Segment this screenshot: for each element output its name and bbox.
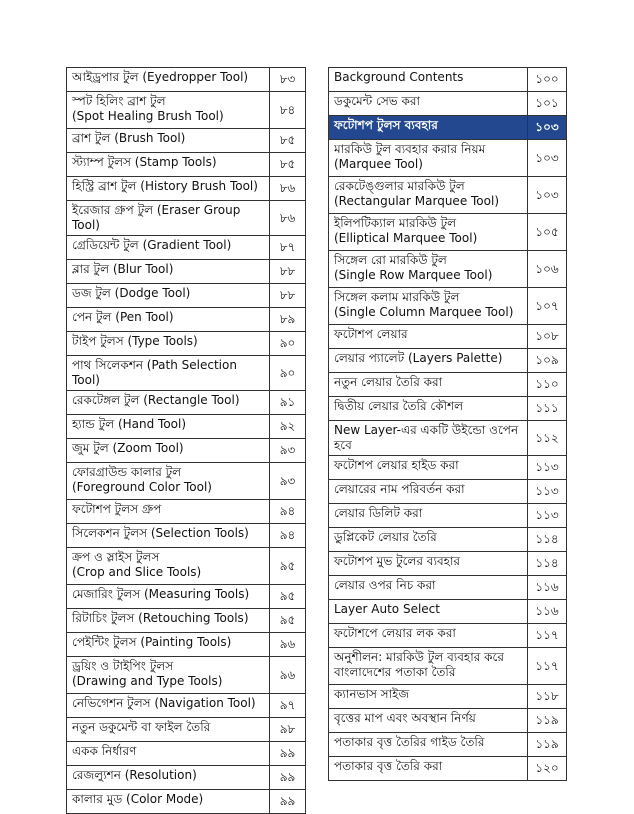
toc-entry-page-number: ৯৯: [270, 766, 306, 790]
toc-entry-page-number: ৯৪: [270, 500, 306, 524]
toc-entry-page-number: ১১৭: [528, 624, 567, 648]
toc-entry-title: জুম টুল (Zoom Tool): [67, 439, 270, 463]
toc-entry-title: রিটাচিং টুলস (Retouching Tools): [67, 609, 270, 633]
toc-entry: [329, 140, 567, 177]
toc-entry-page-number: ৯৮: [270, 718, 306, 742]
toc-entry: [67, 391, 306, 415]
toc-entry: [67, 236, 306, 260]
toc-entry-title: গ্রেডিয়েন্ট টুল (Gradient Tool): [67, 236, 270, 260]
toc-entry-title: ফটোশপ লেয়ার: [329, 325, 528, 349]
toc-entry: [329, 648, 567, 685]
toc-entry: [67, 201, 306, 236]
toc-entry-page-number: ১১৯: [528, 733, 567, 757]
toc-entry: [67, 766, 306, 790]
toc-entry: [67, 524, 306, 548]
toc-entry: [67, 356, 306, 391]
toc-table-right: [328, 67, 567, 781]
toc-entry-page-number: ১০০: [528, 68, 567, 92]
toc-entry: [329, 733, 567, 757]
toc-entry: [329, 177, 567, 214]
toc-entry-page-number: ৮৫: [270, 153, 306, 177]
toc-entry: [67, 129, 306, 153]
toc-entry-title: ইরেজার গ্রুপ টুল (Eraser Group Tool): [67, 201, 270, 236]
toc-entry-title: আইড্রপার টুল (Eyedropper Tool): [67, 68, 270, 92]
toc-entry-title: রেজল্যুশন (Resolution): [67, 766, 270, 790]
toc-entry-title: পতাকার বৃত্ত তৈরি করা: [329, 757, 528, 781]
toc-entry-title: মারকিউ টুল ব্যবহার করার নিয়ম (Marquee Tool): [329, 140, 528, 177]
toc-entry: [67, 742, 306, 766]
toc-entry-title: ফটোশপ মুভ টুলের ব্যবহার: [329, 552, 528, 576]
toc-entry-page-number: ১০৮: [528, 325, 567, 349]
toc-entry-page-number: ৮৩: [270, 68, 306, 92]
toc-entry-page-number: ১০৩: [528, 140, 567, 177]
toc-entry-title: ক্যানভাস সাইজ: [329, 685, 528, 709]
toc-entry-title: ফটোশপ টুলস ব্যবহার: [329, 116, 528, 140]
toc-entry: [67, 609, 306, 633]
toc-entry-highlighted: [329, 116, 567, 140]
toc-entry: [67, 68, 306, 92]
toc-entry-page-number: ৯৯: [270, 790, 306, 814]
toc-entry-page-number: ৯৬: [270, 657, 306, 694]
toc-entry-page-number: ৯৫: [270, 585, 306, 609]
toc-entry-title: ফটোশপে লেয়ার লক করা: [329, 624, 528, 648]
toc-entry: [329, 528, 567, 552]
toc-entry: [329, 288, 567, 325]
toc-entry-title: অনুশীলন: মারকিউ টুল ব্যবহার করে বাংলাদেশের পতাকা তৈরি: [329, 648, 528, 685]
toc-entry-title: ডুপ্লিকেট লেয়ার তৈরি: [329, 528, 528, 552]
toc-entry: [67, 332, 306, 356]
toc-entry: [329, 552, 567, 576]
toc-entry-page-number: ৮৫: [270, 129, 306, 153]
toc-entry-title: নেভিগেশন টুলস (Navigation Tool): [67, 694, 270, 718]
toc-entry-page-number: ৮৯: [270, 308, 306, 332]
toc-entry-page-number: ১১১: [528, 397, 567, 421]
toc-entry-title: ড্রয়িং ও টাইপিং টুলস (Drawing and Type Tools): [67, 657, 270, 694]
toc-entry-title: Background Contents: [329, 68, 528, 92]
toc-entry: [67, 463, 306, 500]
toc-entry: [329, 421, 567, 456]
toc-entry-page-number: ৮৬: [270, 201, 306, 236]
toc-entry-page-number: ১০১: [528, 92, 567, 116]
toc-entry-page-number: ১১২: [528, 421, 567, 456]
toc-entry-title: দ্বিতীয় লেয়ার তৈরি কৌশল: [329, 397, 528, 421]
toc-entry: [67, 790, 306, 814]
toc-entry-title: কালার মুড (Color Mode): [67, 790, 270, 814]
toc-entry: [67, 153, 306, 177]
toc-entry-page-number: ১১৯: [528, 709, 567, 733]
toc-entry-title: ফটোশপ লেয়ার হাইড করা: [329, 456, 528, 480]
toc-entry-page-number: ১১৮: [528, 685, 567, 709]
toc-entry-page-number: ৯৬: [270, 633, 306, 657]
toc-entry: [67, 585, 306, 609]
toc-entry-page-number: ৯৩: [270, 463, 306, 500]
toc-entry-page-number: ১১৬: [528, 600, 567, 624]
toc-entry-page-number: ৯৭: [270, 694, 306, 718]
toc-entry: [329, 624, 567, 648]
toc-entry: [329, 92, 567, 116]
toc-entry: [67, 177, 306, 201]
toc-entry: [329, 504, 567, 528]
toc-entry: [329, 576, 567, 600]
toc-entry: [67, 633, 306, 657]
toc-entry: [67, 415, 306, 439]
toc-entry-title: ডজ টুল (Dodge Tool): [67, 284, 270, 308]
toc-entry-title: লেয়ারের নাম পরিবর্তন করা: [329, 480, 528, 504]
toc-entry-page-number: ১০৬: [528, 251, 567, 288]
toc-entry: [67, 284, 306, 308]
toc-entry: [329, 397, 567, 421]
toc-entry: [329, 456, 567, 480]
toc-entry-title: ডকুমেন্ট সেভ করা: [329, 92, 528, 116]
toc-entry-title: বৃত্তের মাপ এবং অবস্থান নির্ণয়: [329, 709, 528, 733]
toc-entry-title: সিঙ্গেল রো মারকিউ টুল (Single Row Marquee Tool): [329, 251, 528, 288]
toc-table-left: [66, 67, 306, 814]
toc-entry-title: সিলেকশন টুলস (Selection Tools): [67, 524, 270, 548]
toc-entry-page-number: ১০৩: [528, 177, 567, 214]
toc-entry-page-number: ১১৪: [528, 528, 567, 552]
toc-entry: [329, 68, 567, 92]
toc-entry-page-number: ৯০: [270, 356, 306, 391]
toc-entry-title: New Layer-এর একটি উইন্ডো ওপেন হবে: [329, 421, 528, 456]
toc-entry-title: পেন টুল (Pen Tool): [67, 308, 270, 332]
toc-entry-title: মেজারিং টুলস (Measuring Tools): [67, 585, 270, 609]
toc-entry-title: লেয়ার ডিলিট করা: [329, 504, 528, 528]
toc-entry-title: ফোরগ্রাউন্ড কালার টুল (Foreground Color Tool): [67, 463, 270, 500]
toc-entry: [67, 548, 306, 585]
toc-entry: [67, 308, 306, 332]
toc-entry-page-number: ৯২: [270, 415, 306, 439]
toc-entry: [329, 757, 567, 781]
toc-entry: [67, 718, 306, 742]
toc-entry: [67, 260, 306, 284]
toc-entry-page-number: ৮৮: [270, 284, 306, 308]
toc-entry-title: ইলিপটিক্যাল মারকিউ টুল (Elliptical Marquee Tool): [329, 214, 528, 251]
toc-entry-title: হিস্ট্রি ব্রাশ টুল (History Brush Tool): [67, 177, 270, 201]
toc-entry-page-number: ১০৯: [528, 349, 567, 373]
toc-entry: [67, 439, 306, 463]
toc-entry-page-number: ৯৪: [270, 524, 306, 548]
toc-entry-page-number: ১২০: [528, 757, 567, 781]
toc-entry: [329, 685, 567, 709]
toc-entry-title: নতুন লেয়ার তৈরি করা: [329, 373, 528, 397]
toc-entry-page-number: ৯৩: [270, 439, 306, 463]
toc-entry: [67, 657, 306, 694]
toc-entry: [329, 349, 567, 373]
toc-entry-page-number: ৮৪: [270, 92, 306, 129]
toc-entry-page-number: ১০৩: [528, 116, 567, 140]
toc-entry-page-number: ১১০: [528, 373, 567, 397]
toc-entry-title: লেয়ার প্যালেট (Layers Palette): [329, 349, 528, 373]
toc-entry-title: একক নির্ধারণ: [67, 742, 270, 766]
toc-entry-page-number: ১১৪: [528, 552, 567, 576]
toc-entry-title: ক্রপ ও স্লাইস টুলস (Crop and Slice Tools): [67, 548, 270, 585]
toc-entry-page-number: ৯১: [270, 391, 306, 415]
toc-entry: [329, 600, 567, 624]
toc-entry-title: হ্যান্ড টুল (Hand Tool): [67, 415, 270, 439]
toc-entry-page-number: ৯৫: [270, 609, 306, 633]
toc-entry-title: লেয়ার ওপর নিচ করা: [329, 576, 528, 600]
toc-entry-title: পতাকার বৃত্ত তৈরির গাইড তৈরি: [329, 733, 528, 757]
toc-entry-title: স্ট্যাম্প টুলস (Stamp Tools): [67, 153, 270, 177]
toc-entry: [67, 92, 306, 129]
toc-entry-page-number: ১১৭: [528, 648, 567, 685]
toc-entry-page-number: ৮৮: [270, 260, 306, 284]
toc-entry-page-number: ১০৭: [528, 288, 567, 325]
toc-entry: [329, 251, 567, 288]
toc-entry: [329, 480, 567, 504]
toc-entry-title: নতুন ডকুমেন্ট বা ফাইল তৈরি: [67, 718, 270, 742]
toc-entry-title: Layer Auto Select: [329, 600, 528, 624]
toc-entry: [67, 694, 306, 718]
toc-entry: [329, 373, 567, 397]
toc-entry-title: পেইন্টিং টুলস (Painting Tools): [67, 633, 270, 657]
toc-entry-page-number: ৮৬: [270, 177, 306, 201]
toc-entry-page-number: ৯৯: [270, 742, 306, 766]
toc-entry-page-number: ১১৩: [528, 480, 567, 504]
toc-entry: [67, 500, 306, 524]
toc-entry-page-number: ১১৩: [528, 504, 567, 528]
toc-entry-title: ফটোশপ টুলস গ্রুপ: [67, 500, 270, 524]
toc-entry-title: রেকটেঙ্গুলার মারকিউ টুল (Rectangular Marquee Tool): [329, 177, 528, 214]
toc-entry-page-number: ৯০: [270, 332, 306, 356]
toc-entry-title: টাইপ টুলস (Type Tools): [67, 332, 270, 356]
toc-entry: [329, 214, 567, 251]
toc-entry-title: স্পট হিলিং ব্রাশ টুল (Spot Healing Brush Tool): [67, 92, 270, 129]
toc-entry-title: সিঙ্গেল কলাম মারকিউ টুল (Single Column Marquee Tool): [329, 288, 528, 325]
toc-entry: [329, 709, 567, 733]
toc-entry-title: রেকটেঙ্গল টুল (Rectangle Tool): [67, 391, 270, 415]
toc-entry-title: ব্রাশ টুল (Brush Tool): [67, 129, 270, 153]
toc-entry: [329, 325, 567, 349]
toc-entry-title: ব্লার টুল (Blur Tool): [67, 260, 270, 284]
toc-entry-page-number: ১১৬: [528, 576, 567, 600]
toc-entry-page-number: ১০৫: [528, 214, 567, 251]
toc-entry-title: পাথ সিলেকশন (Path Selection Tool): [67, 356, 270, 391]
toc-entry-page-number: ৯৫: [270, 548, 306, 585]
toc-entry-page-number: ১১৩: [528, 456, 567, 480]
toc-entry-page-number: ৮৭: [270, 236, 306, 260]
